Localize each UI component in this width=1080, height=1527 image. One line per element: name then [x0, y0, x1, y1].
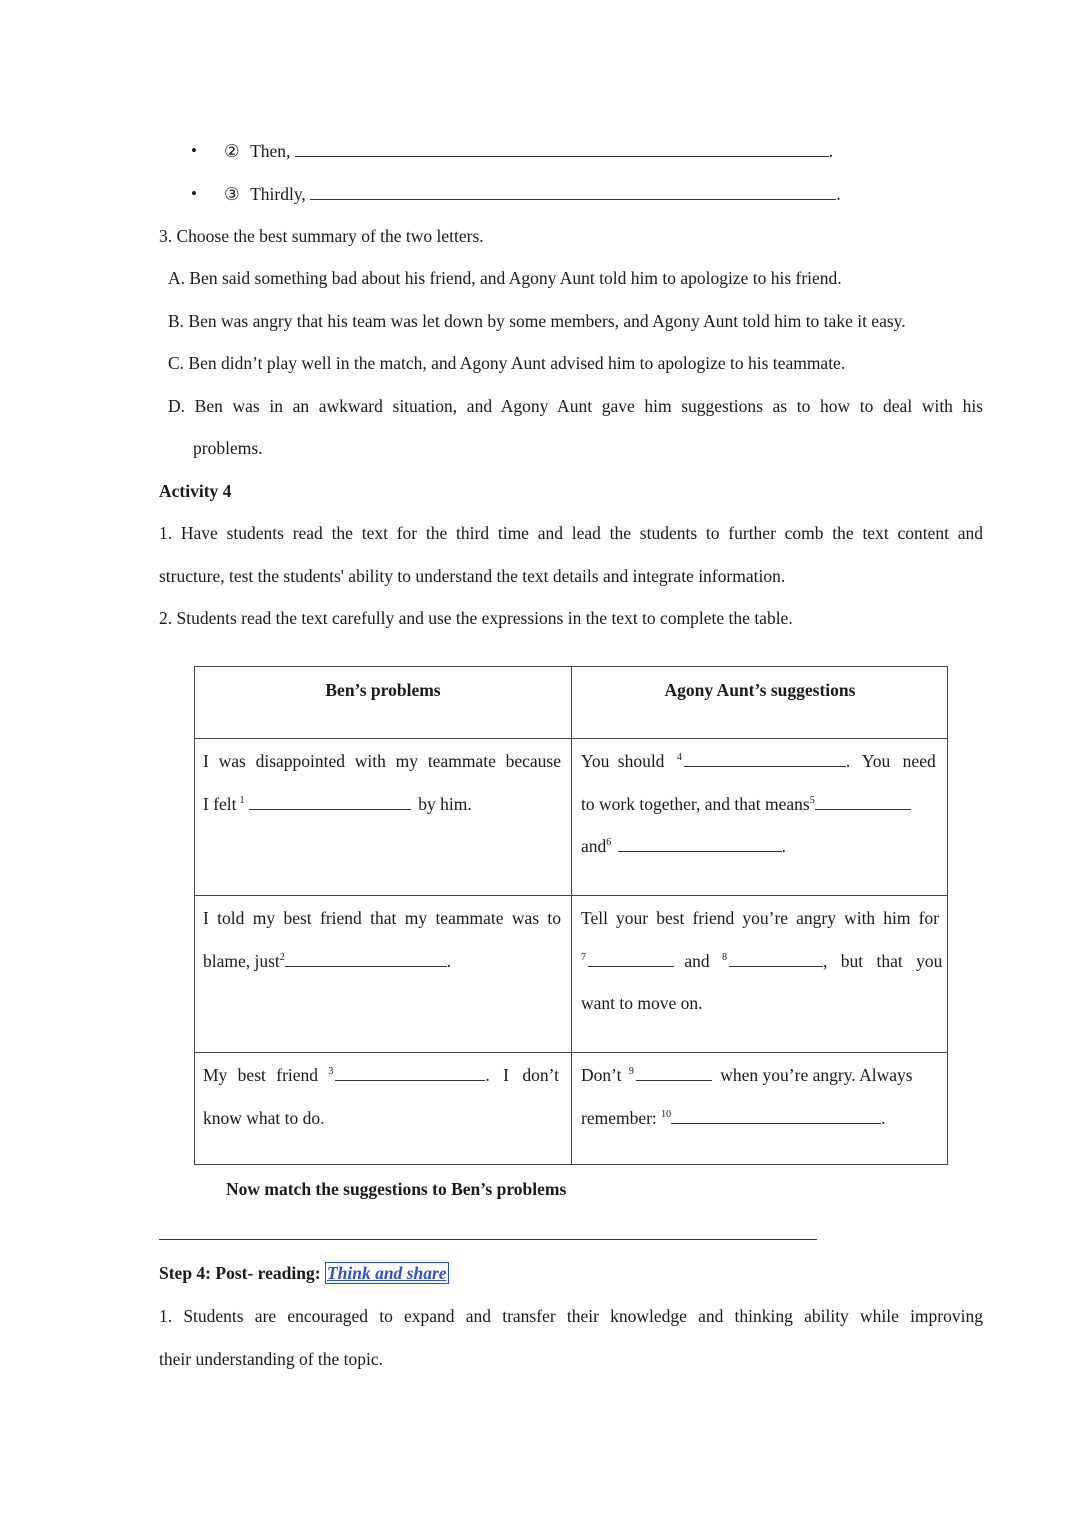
header-agony-aunt-suggestions: Agony Aunt’s suggestions	[664, 680, 856, 700]
row1-problem-line1: I was disappointed with my teammate because	[203, 751, 561, 771]
row3-problem-line1	[203, 1063, 561, 1087]
thirdly-blank[interactable]	[310, 182, 836, 200]
option-d-line2: problems.	[193, 438, 263, 458]
problems-suggestions-table	[194, 666, 948, 1165]
blank-7[interactable]	[588, 949, 674, 967]
section-divider	[159, 1239, 817, 1240]
then-line	[224, 139, 833, 163]
bullet: •	[191, 184, 197, 203]
think-and-share-link[interactable]: Think and share	[326, 1263, 447, 1283]
table-column-divider	[571, 667, 572, 1164]
row1-suggestion-line1	[581, 749, 939, 773]
blank-number-4: 4	[676, 752, 682, 763]
step4-heading: Step 4: Post- reading:	[159, 1263, 321, 1283]
row1-sugg-text-2: to work together, and that means	[581, 794, 810, 814]
blank-2[interactable]	[285, 949, 447, 967]
row2-sugg-and: and	[684, 951, 710, 971]
match-instruction: Now match the suggestions to Ben’s problems	[226, 1179, 567, 1199]
thirdly-end: .	[836, 184, 841, 204]
blank-number-2: 2	[279, 952, 285, 963]
blank-number-10: 10	[661, 1109, 672, 1120]
blank-number-3: 3	[328, 1066, 334, 1077]
blank-number-5: 5	[809, 795, 815, 806]
option-d-line1[interactable]: D. Ben was in an awkward situation, and Agony Aunt gave him suggestions as to how to deal with his	[168, 396, 983, 416]
row1-problem-line2	[203, 792, 472, 816]
blank-1[interactable]	[249, 792, 411, 810]
row2-problem-line1: I told my best friend that my teammate was to	[203, 908, 561, 928]
row1-sugg-text-end: . You need	[845, 751, 936, 771]
row3-problem-text: My best friend	[203, 1065, 319, 1085]
step4-p1-line1: 1. Students are encouraged to expand and transfer their knowledge and thinking ability while improving	[159, 1306, 983, 1326]
row1-suggestion-line3	[581, 834, 786, 858]
option-a[interactable]: A. Ben said something bad about his friend, and Agony Aunt told him to apologize to his friend.	[168, 268, 842, 288]
option-c[interactable]: C. Ben didn’t play well in the match, and Agony Aunt advised him to apologize to his teammate.	[168, 353, 846, 373]
step4-p1-line2: their understanding of the topic.	[159, 1349, 384, 1369]
row2-suggestion-line3: want to move on.	[581, 993, 703, 1013]
activity4-heading: Activity 4	[159, 481, 232, 501]
then-blank[interactable]	[295, 139, 829, 157]
table-row-divider	[195, 895, 947, 896]
circled-number-2: ②	[224, 141, 240, 161]
row3-problem-end: . I don’t	[485, 1065, 559, 1085]
row3-sugg-end: .	[881, 1108, 886, 1128]
row2-problem-end: .	[446, 951, 452, 971]
blank-10[interactable]	[671, 1106, 881, 1124]
blank-number-1: 1	[239, 795, 245, 806]
circled-number-3: ③	[224, 184, 240, 204]
row1-problem-text-end: by him.	[418, 794, 472, 814]
table-row-divider	[195, 1052, 947, 1053]
question3-prompt: 3. Choose the best summary of the two letters.	[159, 226, 484, 246]
blank-number-7: 7	[581, 952, 586, 963]
row3-sugg-text-2: when you’re angry. Always	[720, 1065, 913, 1085]
blank-4[interactable]	[684, 749, 846, 767]
row1-sugg-end: .	[781, 836, 787, 856]
blank-8[interactable]	[729, 949, 823, 967]
header-bens-problems: Ben’s problems	[325, 680, 441, 700]
blank-3[interactable]	[335, 1063, 485, 1081]
blank-6[interactable]	[618, 834, 782, 852]
row2-suggestion-line2	[581, 949, 943, 973]
thirdly-line	[224, 182, 841, 206]
row3-suggestion-line1	[581, 1063, 939, 1087]
bullet: •	[191, 141, 197, 160]
row3-sugg-text: Don’t	[581, 1065, 622, 1085]
activity4-p1-line2: structure, test the students' ability to understand the text details and integrate information.	[159, 566, 786, 586]
activity4-p2: 2. Students read the text carefully and use the expressions in the text to complete the table.	[159, 608, 793, 628]
then-end: .	[828, 141, 834, 161]
option-b[interactable]: B. Ben was angry that his team was let down by some members, and Agony Aunt told him to take it easy.	[168, 311, 906, 331]
table-row-divider	[195, 738, 947, 739]
row1-sugg-text: You should	[581, 751, 665, 771]
blank-9[interactable]	[636, 1063, 712, 1081]
row3-problem-line2: know what to do.	[203, 1108, 325, 1128]
row2-problem-line2	[203, 949, 451, 973]
blank-5[interactable]	[815, 792, 911, 810]
row3-sugg-text-3: remember:	[581, 1108, 657, 1128]
row1-problem-text: I felt	[203, 794, 237, 814]
blank-number-8: 8	[722, 952, 728, 963]
blank-number-9: 9	[628, 1066, 634, 1077]
row1-sugg-text-3: and	[581, 836, 607, 856]
row2-problem-text: blame, just	[203, 951, 280, 971]
then-label: Then,	[250, 141, 291, 161]
row3-suggestion-line2	[581, 1106, 886, 1130]
row2-sugg-end: , but that you	[823, 951, 943, 971]
row2-suggestion-line1: Tell your best friend you’re angry with him for	[581, 908, 939, 928]
activity4-p1-line1: 1. Have students read the text for the third time and lead the students to further comb the text content and	[159, 523, 983, 543]
step4-heading-line	[159, 1261, 449, 1285]
thirdly-label: Thirdly,	[250, 184, 306, 204]
row1-suggestion-line2	[581, 792, 911, 816]
blank-number-6: 6	[606, 837, 612, 848]
